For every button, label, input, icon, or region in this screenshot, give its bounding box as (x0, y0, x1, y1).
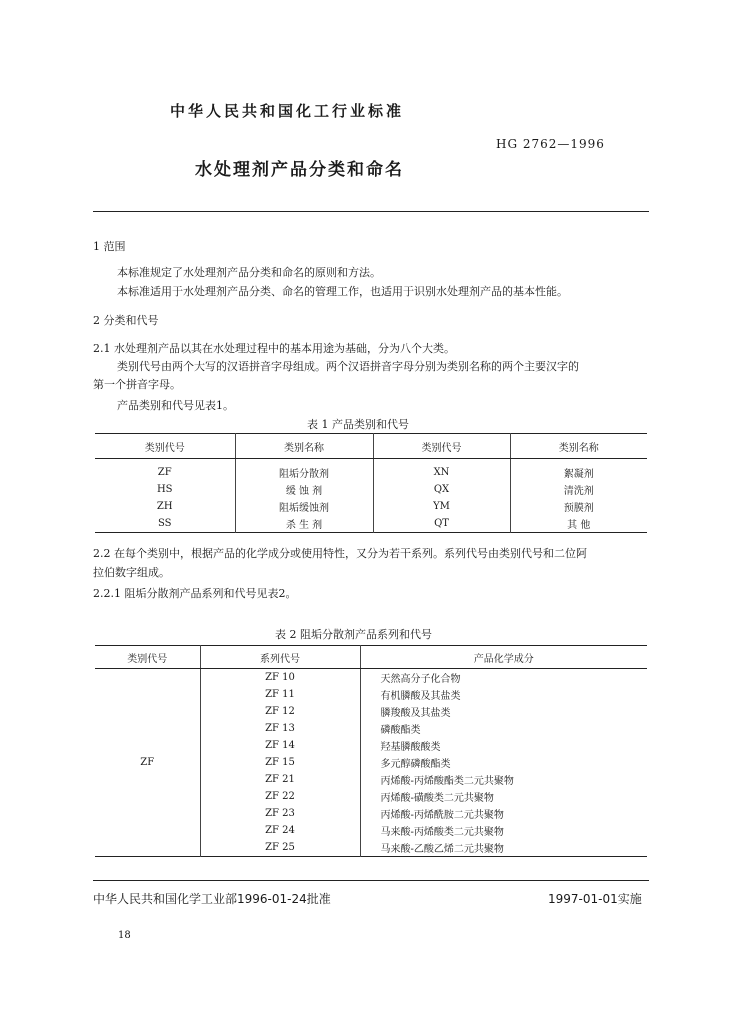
table-cell: 阻垢分散剂 (235, 459, 373, 482)
table-cell: QT (373, 515, 510, 533)
table-cell: 絮凝剂 (510, 459, 647, 482)
page-number: 18 (118, 930, 131, 941)
category-code-cell: ZF (140, 757, 155, 768)
table-cell: QX (373, 481, 510, 498)
table-cell: ZH (156, 501, 173, 512)
table-cell: SS (157, 518, 172, 529)
table-cell: ZF (157, 467, 172, 478)
table-1-header-cell: 类别代号 (373, 434, 510, 459)
table-row (95, 515, 647, 533)
series-code-cell: ZF 13 (200, 720, 360, 737)
table-cell: XN (373, 459, 510, 482)
table-cell: 杀 生 剂 (235, 515, 373, 533)
table-1-header-cell: 类别名称 (510, 434, 647, 459)
table-row (95, 669, 647, 687)
composition-cell: 多元醇磷酸酯类 (360, 754, 647, 771)
table-1-header-cell: 类别名称 (235, 434, 373, 459)
standard-title: 中华人民共和国化工行业标准 (170, 102, 405, 120)
section-1-para-1: 本标准规定了水处理剂产品分类和命名的原则和方法。 (117, 266, 381, 279)
composition-cell: 磷酸酯类 (360, 720, 647, 737)
table-row (95, 498, 647, 515)
table-row (95, 459, 647, 482)
table-cell: 其 他 (510, 515, 647, 533)
section-2-heading: 2 分类和代号 (93, 314, 159, 327)
table-cell: 缓 蚀 剂 (235, 481, 373, 498)
composition-cell: 膦羧酸及其盐类 (360, 703, 647, 720)
composition-cell: 有机膦酸及其盐类 (360, 686, 647, 703)
section-2-1-line-4: 产品类别和代号见表1。 (117, 399, 234, 412)
table-1 (95, 433, 647, 533)
series-code-cell: ZF 21 (200, 771, 360, 788)
approval-text: 中华人民共和国化学工业部1996-01-24批准 (93, 892, 331, 906)
table-2-header-cell: 产品化学成分 (360, 646, 647, 669)
series-code-cell: ZF 23 (200, 805, 360, 822)
header-divider (93, 211, 649, 212)
table-cell: YM (373, 498, 510, 515)
series-code-cell: ZF 12 (200, 703, 360, 720)
composition-cell: 丙烯酸-丙烯酸酯类二元共聚物 (360, 771, 647, 788)
table-2-header-cell: 类别代号 (95, 646, 200, 669)
section-2-2-1-line: 2.2.1 阻垢分散剂产品系列和代号见表2。 (93, 587, 297, 600)
series-code-cell: ZF 10 (200, 669, 360, 687)
section-1-para-2: 本标准适用于水处理剂产品分类、命名的管理工作，也适用于识别水处理剂产品的基本性能。 (117, 285, 568, 298)
composition-cell: 马来酸-丙烯酸类二元共聚物 (360, 822, 647, 839)
series-code-cell: ZF 25 (200, 839, 360, 857)
section-2-2-line-2: 拉伯数字组成。 (93, 566, 170, 579)
section-1-heading: 1 范围 (93, 240, 126, 253)
table-1-header-cell: 类别代号 (95, 434, 235, 459)
table-2 (95, 645, 647, 857)
composition-cell: 丙烯酸-丙烯酰胺二元共聚物 (360, 805, 647, 822)
table-cell: HS (156, 484, 173, 495)
table-2-header-cell: 系列代号 (200, 646, 360, 669)
series-code-cell: ZF 14 (200, 737, 360, 754)
section-2-2-line-1: 2.2 在每个类别中，根据产品的化学成分或使用特性，又分为若干系列。系列代号由类别代号和二位阿 (93, 547, 587, 560)
table-1-header-row (95, 434, 647, 459)
table-cell: 预膜剂 (510, 498, 647, 515)
composition-cell: 天然高分子化合物 (360, 669, 647, 687)
table-2-header-row (95, 646, 647, 669)
composition-cell: 羟基膦酸酸类 (360, 737, 647, 754)
series-code-cell: ZF 24 (200, 822, 360, 839)
table-1-caption: 表 1 产品类别和代号 (307, 418, 409, 431)
standard-code: HG 2762—1996 (496, 137, 605, 151)
series-code-cell: ZF 15 (200, 754, 360, 771)
document-title: 水处理剂产品分类和命名 (195, 160, 404, 180)
table-2-caption: 表 2 阻垢分散剂产品系列和代号 (275, 628, 432, 641)
implementation-text: 1997-01-01实施 (548, 892, 642, 906)
section-2-1-line-2: 类别代号由两个大写的汉语拼音字母组成。两个汉语拼音字母分别为类别名称的两个主要汉字的 (117, 360, 579, 373)
section-2-1-line-3: 第一个拼音字母。 (93, 378, 181, 391)
section-2-1-line-1: 2.1 水处理剂产品以其在水处理过程中的基本用途为基础，分为八个大类。 (93, 342, 455, 355)
table-row (95, 481, 647, 498)
composition-cell: 丙烯酸-磺酸类二元共聚物 (360, 788, 647, 805)
composition-cell: 马来酸-乙酸乙烯二元共聚物 (360, 839, 647, 857)
table-cell: 清洗剂 (510, 481, 647, 498)
series-code-cell: ZF 11 (200, 686, 360, 703)
table-cell: 阻垢缓蚀剂 (235, 498, 373, 515)
footer-divider (93, 880, 649, 881)
series-code-cell: ZF 22 (200, 788, 360, 805)
